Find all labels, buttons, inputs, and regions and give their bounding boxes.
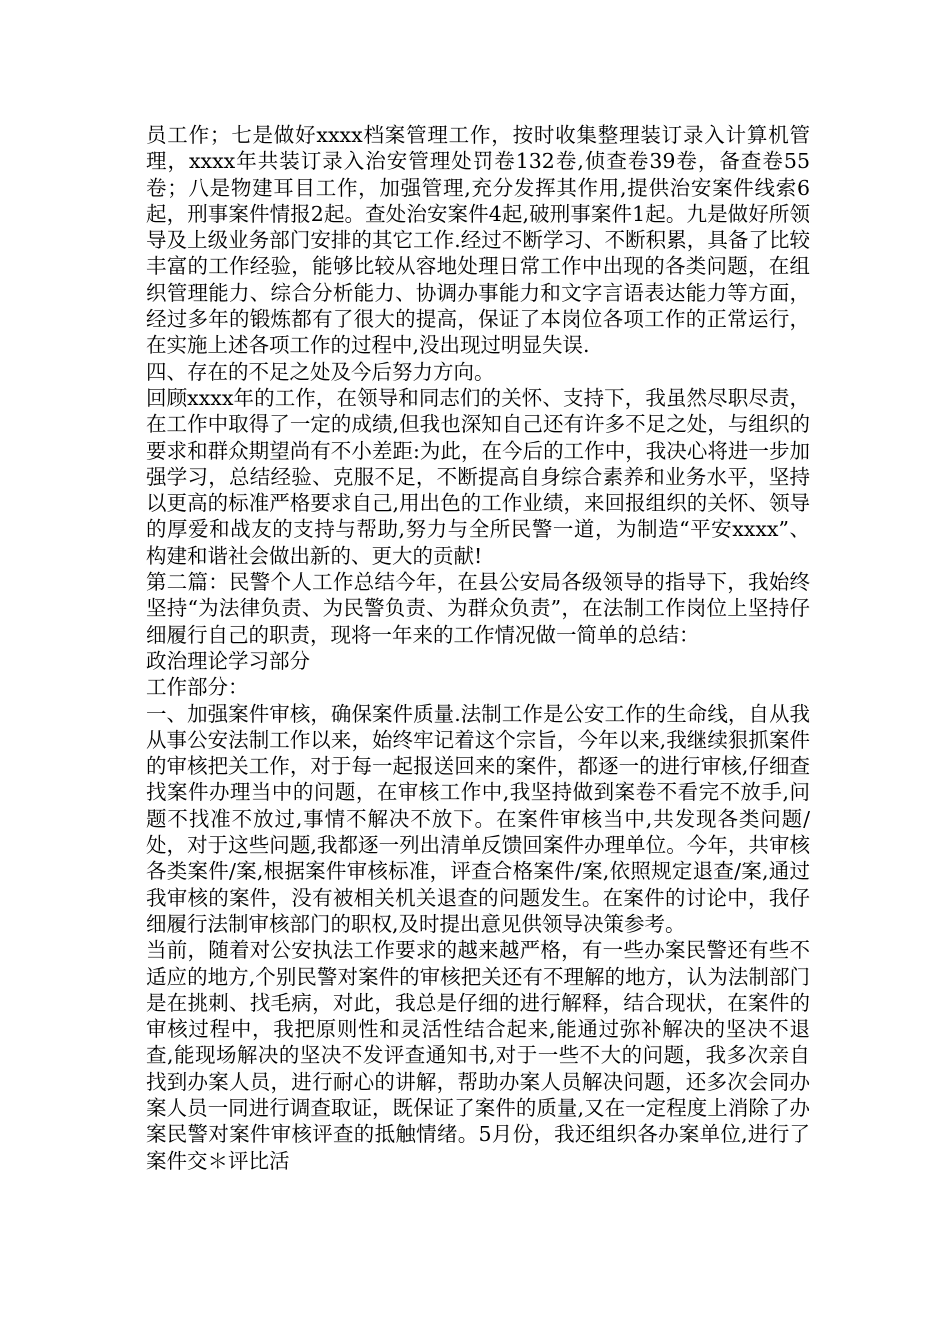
paragraph-second-article-intro: 第二篇：民警个人工作总结今年，在县公安局各级领导的指导下，我始终坚持“为法律负责、为民警负责、为群众负责”，在法制工作岗位上坚持仔细履行自己的职责，现将一年来的工作情况做一简单的总结： <box>146 570 810 647</box>
paragraph-work-summary-continued: 员工作；七是做好xxxx档案管理工作，按时收集整理装订录入计算机管理，xxxx年共装订录入治安管理处罚卷132卷,侦查卷39卷，备查卷55卷；八是物建耳目工作，加强管理,充分发挥其作用,提供治安案件线索6起，刑事案件情报2起。查处治安案件4起,破刑事案件1起。九是做好所领导及上级业务部门安排的其它工作.经过不断学习、不断积累，具备了比较丰富的工作经验，能够比较从容地处理日常工作中出现的各类问题，在组织管理能力、综合分析能力、协调办事能力和文字言语表达能力等方面，经过多年的锻炼都有了很大的提高，保证了本岗位各项工作的正常运行，在实施上述各项工作的过程中,没出现过明显失误. <box>146 123 810 358</box>
paragraph-heading-shortcomings: 四、存在的不足之处及今后努力方向。 <box>146 359 495 384</box>
paragraph-heading-political-study: 政治理论学习部分 <box>146 648 310 673</box>
paragraph-current-situation: 当前，随着对公安执法工作要求的越来越严格，有一些办案民警还有些不适应的地方,个别民警对案件的审核把关还有不理解的地方，认为法制部门是在挑刺、找毛病，对此，我总是仔细的进行解释，结合现状，在案件的审核过程中，我把原则性和灵活性结合起来,能通过弥补解决的坚决不退查,能现场解决的坚决不发评查通知书,对于一些不大的问题，我多次亲自找到办案人员，进行耐心的讲解，帮助办案人员解决问题，还多次会同办案人员一同进行调查取证，既保证了案件的质量,又在一定程度上消除了办案民警对案件审核评查的抵触情绪。5月份，我还组织各办案单位,进行了案件交＊评比活 <box>146 938 810 1173</box>
paragraph-review-and-outlook: 回顾xxxx年的工作，在领导和同志们的关怀、支持下，我虽然尽职尽责，在工作中取得了一定的成绩,但我也深知自己还有许多不足之处，与组织的要求和群众期望尚有不小差距:为此，在今后的工作中，我决心将进一步加强学习，总结经验、克服不足，不断提高自身综合素养和业务水平，坚持以更高的标准严格要求自己,用出色的工作业绩，来回报组织的关怀、领导的厚爱和战友的支持与帮助,努力与全所民警一道，为制造“平安xxxx”、构建和谐社会做出新的、更大的贡献! <box>146 385 810 568</box>
document-body <box>146 122 810 1174</box>
paragraph-heading-work-section: 工作部分： <box>146 675 249 700</box>
paragraph-case-review: 一、加强案件审核，确保案件质量.法制工作是公安工作的生命线，自从我从事公安法制工作以来，始终牢记着这个宗旨，今年以来,我继续狠抓案件的审核把关工作，对于每一起报送回来的案件，都逐一的进行审核,仔细查找案件办理当中的问题，在审核工作中,我坚持做到案卷不看完不放手,问题不找准不放过,事情不解决不放下。在案件审核当中,共发现各类问题/处，对于这些问题,我都逐一列出清单反馈回案件办理单位。今年，共审核各类案件/案,根据案件审核标准，评查合格案件/案,依照规定退查/案,通过我审核的案件，没有被相关机关退查的问题发生。在案件的讨论中，我仔细履行法制审核部门的职权,及时提出意见供领导决策参考。 <box>146 701 810 936</box>
